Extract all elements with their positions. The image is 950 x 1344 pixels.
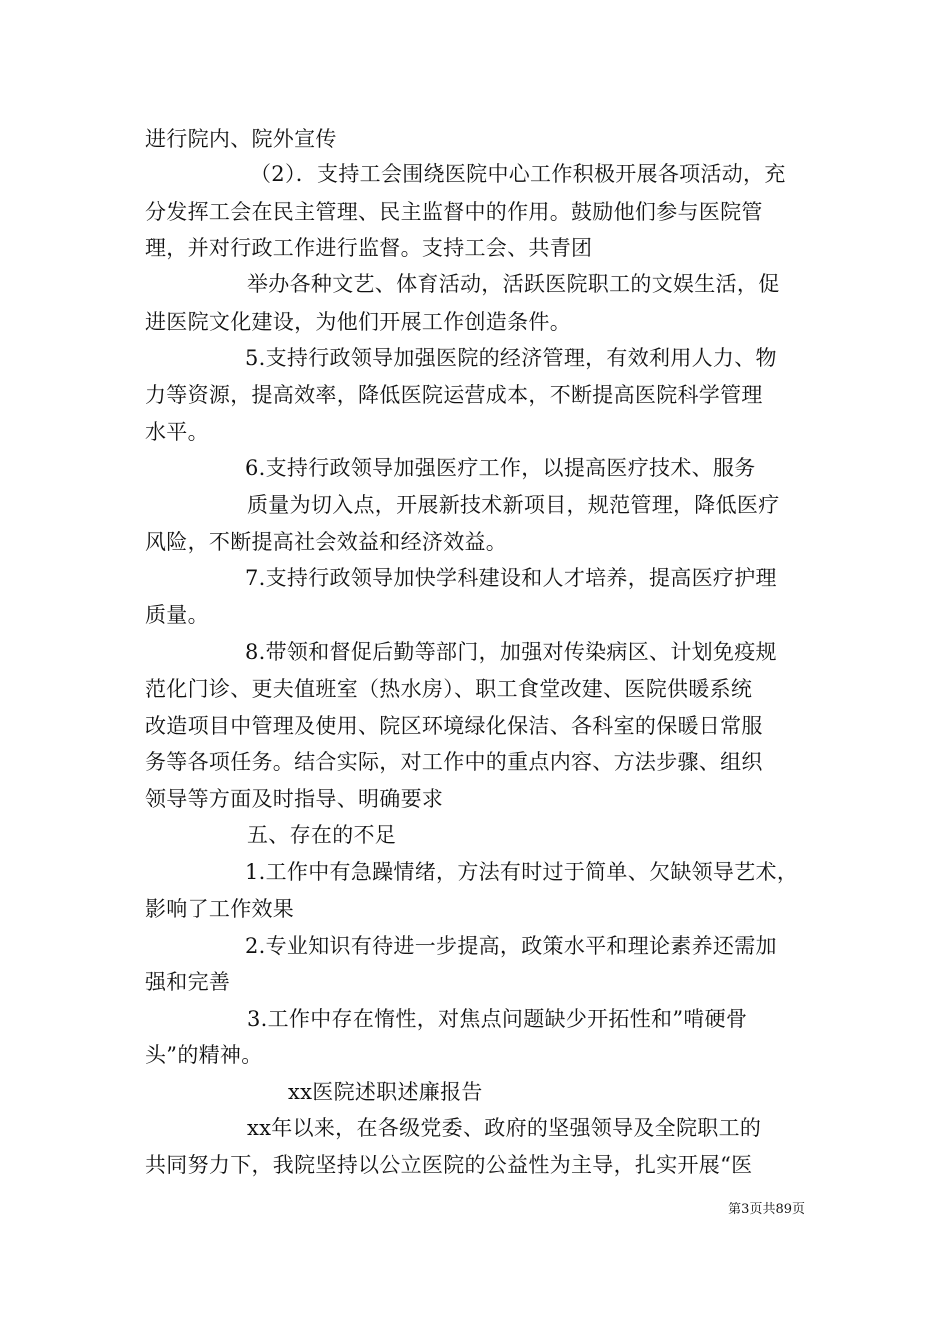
text-line: 8.带领和督促后勤等部门，加强对传染病区、计划免疫规 [245, 640, 777, 664]
text-line: 分发挥工会在民主管理、民主监督中的作用。鼓励他们参与医院管 [145, 200, 763, 224]
section-heading: 五、存在的不足 [247, 823, 397, 847]
text-line: 3.工作中存在惰性，对焦点问题缺少开拓性和”啃硬骨 [247, 1007, 748, 1031]
text-line: 强和完善 [145, 970, 231, 994]
report-title: xx医院述职述廉报告 [288, 1080, 483, 1104]
text-line: 共同努力下，我院坚持以公立医院的公益性为主导，扎实开展“医 [145, 1153, 753, 1177]
text-line: 进行院内、院外宣传 [145, 127, 337, 151]
text-line: 范化门诊、更夫值班室（热水房）、职工食堂改建、医院供暖系统 [145, 677, 753, 701]
text-line: 5.支持行政领导加强医院的经济管理，有效利用人力、物 [245, 346, 777, 370]
text-line: 7.支持行政领导加快学科建设和人才培养，提高医疗护理 [245, 566, 777, 590]
text-line: 质量。 [145, 603, 209, 627]
text-line: 风险，不断提高社会效益和经济效益。 [145, 530, 508, 554]
text-line: 1.工作中有急躁情绪，方法有时过于简单、欠缺领导艺术， [245, 860, 799, 884]
text-line: 务等各项任务。结合实际，对工作中的重点内容、方法步骤、组织 [145, 750, 763, 774]
text-line: 领导等方面及时指导、明确要求 [145, 787, 444, 811]
text-line: （2）．支持工会围绕医院中心工作积极开展各项活动，充 [250, 162, 786, 186]
text-line: 6.支持行政领导加强医疗工作，以提高医疗技术、服务 [245, 456, 756, 480]
text-line: xx年以来，在各级党委、政府的坚强领导及全院职工的 [247, 1116, 762, 1140]
text-line: 举办各种文艺、体育活动，活跃医院职工的文娱生活，促 [247, 272, 780, 296]
text-line: 理，并对行政工作进行监督。支持工会、共青团 [145, 236, 593, 260]
text-line: 进医院文化建设，为他们开展工作创造条件。 [145, 310, 571, 334]
text-line: 头”的精神。 [145, 1043, 263, 1067]
text-line: 改造项目中管理及使用、院区环境绿化保洁、各科室的保暖日常服 [145, 714, 763, 738]
page-number-footer: 第3页共89页 [728, 1202, 805, 1217]
text-line: 质量为切入点，开展新技术新项目，规范管理，降低医疗 [247, 493, 780, 517]
text-line: 力等资源，提高效率，降低医院运营成本，不断提高医院科学管理 [145, 383, 763, 407]
text-line: 2.专业知识有待进一步提高，政策水平和理论素养还需加 [245, 934, 777, 958]
text-line: 影响了工作效果 [145, 897, 295, 921]
text-line: 水平。 [145, 420, 209, 444]
